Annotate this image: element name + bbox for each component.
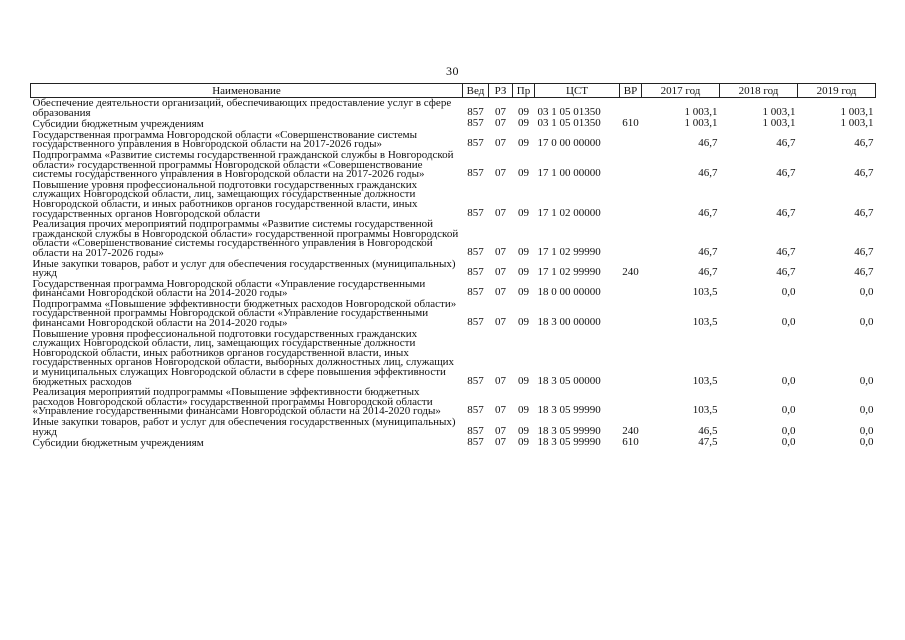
row-pr: 09 [518,404,529,417]
row-2019: 46,7 [854,245,874,258]
row-name: Государственная программа Новгородской области «Управление государственными финансами Новгородской области на 2014-2020 годы» [32,277,426,300]
row-2017: 103,5 [692,404,718,417]
row-2018: 46,7 [776,206,796,219]
row-cst: 17 1 02 99990 [537,266,601,279]
row-name: Субсидии бюджетным учреждениям [32,118,204,131]
row-2018: 0,0 [781,316,796,329]
row-2017: 103,5 [692,316,718,329]
table-row [31,150,876,180]
row-rz: 07 [495,316,506,329]
row-pr: 09 [518,424,529,437]
row-vr [620,387,642,417]
row-vr [620,279,642,299]
row-ved: 857 [467,105,484,118]
row-cst: 18 3 05 99990 [537,424,601,437]
row-2017: 1 003,1 [684,117,718,130]
row-pr: 09 [518,266,529,279]
row-rz: 07 [495,436,506,449]
budget-table [30,83,876,449]
row-ved: 857 [467,374,484,387]
row-name: Подпрограмма «Развитие системы государственной гражданской службы в Новгородской области» государственной программы Новгородской области «Совершенствование системы государственного управления в Новгородской области на 2017-2026 годы» [32,148,454,181]
row-2018: 46,7 [776,245,796,258]
row-ved: 857 [467,117,484,130]
row-2018: 0,0 [781,374,796,387]
row-cst: 03 1 05 01350 [537,117,601,130]
row-2019: 0,0 [859,404,874,417]
header-2017: 2017 год [642,84,720,98]
row-pr: 09 [518,374,529,387]
row-2017: 46,7 [698,206,718,219]
row-cst: 18 3 05 99990 [537,404,601,417]
row-name: Иные закупки товаров, работ и услуг для обеспечения государственных (муниципальных) нужд [32,257,456,280]
row-2017: 47,5 [698,436,718,449]
row-ved: 857 [467,286,484,299]
row-2017: 103,5 [692,286,718,299]
row-2018: 0,0 [781,404,796,417]
row-rz: 07 [495,137,506,150]
table-header-row [31,84,876,98]
row-name: Повышение уровня профессиональной подготовки государственных гражданских служащих Новгородской области, лиц, замещающих государственные должности Новгородской области, и иных работников органов государственной власти, иных государственных органов Новгородской области [32,178,418,220]
row-cst: 17 0 00 00000 [537,137,601,150]
row-ved: 857 [467,436,484,449]
row-2019: 0,0 [859,374,874,387]
row-vr [620,150,642,180]
row-pr: 09 [518,245,529,258]
row-ved: 857 [467,316,484,329]
row-2017: 46,7 [698,266,718,279]
header-2018: 2018 год [720,84,798,98]
row-2018: 0,0 [781,436,796,449]
row-rz: 07 [495,117,506,130]
row-ved: 857 [467,137,484,150]
row-ved: 857 [467,245,484,258]
row-2019: 46,7 [854,137,874,150]
row-cst: 18 3 00 00000 [537,316,601,329]
row-cst: 17 1 02 00000 [537,206,601,219]
row-2018: 46,7 [776,137,796,150]
row-2018: 1 003,1 [762,105,796,118]
row-2017: 1 003,1 [684,105,718,118]
row-name: Субсидии бюджетным учреждениям [32,437,204,450]
row-pr: 09 [518,137,529,150]
table-row [31,387,876,417]
header-rz: РЗ [489,84,513,98]
row-rz: 07 [495,266,506,279]
row-name: Обеспечение деятельности организаций, обеспечивающих предоставление услуг в сфере образования [32,97,452,119]
row-cst: 03 1 05 01350 [537,105,601,118]
table-row [31,329,876,388]
row-2019: 1 003,1 [840,105,874,118]
row-rz: 07 [495,105,506,118]
row-cst: 17 1 00 00000 [537,167,601,180]
row-vr [620,98,642,119]
header-2019: 2019 год [798,84,876,98]
row-vr [620,130,642,150]
row-name: Государственная программа Новгородской области «Совершенствование системы государственного управления в Новгородской области на 2017-2026 годы» [32,128,418,151]
row-ved: 857 [467,266,484,279]
row-2018: 46,7 [776,266,796,279]
row-2017: 46,5 [698,424,718,437]
row-name: Иные закупки товаров, работ и услуг для обеспечения государственных (муниципальных) нужд [32,416,456,438]
page-number: 30 [446,64,459,78]
row-2019: 1 003,1 [840,117,874,130]
table-row [31,259,876,279]
row-cst: 18 3 05 99990 [537,436,601,449]
row-vr: 240 [622,266,639,279]
row-rz: 07 [495,206,506,219]
row-vr: 610 [622,436,639,449]
header-pr: Пр [513,84,535,98]
table-body [31,98,876,449]
row-2017: 103,5 [692,374,718,387]
table-row [31,130,876,150]
row-2019: 46,7 [854,206,874,219]
row-vr [620,329,642,388]
row-cst: 18 3 05 00000 [537,374,601,387]
row-ved: 857 [467,206,484,219]
row-2019: 0,0 [859,286,874,299]
row-pr: 09 [518,167,529,180]
row-rz: 07 [495,374,506,387]
table-row [31,98,876,119]
table-row [31,279,876,299]
row-2018: 1 003,1 [762,117,796,130]
row-cst: 18 0 00 00000 [537,286,601,299]
row-pr: 09 [518,436,529,449]
row-2019: 0,0 [859,424,874,437]
table-row [31,219,876,258]
row-pr: 09 [518,206,529,219]
row-vr [620,219,642,258]
row-2019: 46,7 [854,266,874,279]
row-2017: 46,7 [698,245,718,258]
row-vr [620,299,642,329]
row-pr: 09 [518,105,529,118]
header-cst: ЦСТ [535,84,620,98]
row-2019: 46,7 [854,167,874,180]
row-rz: 07 [495,424,506,437]
row-pr: 09 [518,117,529,130]
row-rz: 07 [495,286,506,299]
header-ved: Вед [463,84,489,98]
row-2018: 46,7 [776,167,796,180]
row-ved: 857 [467,167,484,180]
row-name: Повышение уровня профессиональной подготовки государственных гражданских служащих Новгородской области, лиц, замещающих государственные должности Новгородской области, иных работников органов государственной власти, иных государственных органов Новгородской области, выборных должностных лиц, служащих и муниципальных служащих Новгородской области в сфере повышения эффективности бюджетных расходов [32,327,455,388]
row-pr: 09 [518,316,529,329]
row-name: Реализация прочих мероприятий подпрограммы «Развитие системы государственной гражданской службы в Новгородской области» государственной программы Новгородской области «Совершенствование системы государственного управления в Новгородской области на 2017-2026 годы» [32,218,459,259]
header-name: Наименование [31,84,463,98]
row-rz: 07 [495,245,506,258]
row-2018: 0,0 [781,286,796,299]
table-row [31,437,876,449]
row-2017: 46,7 [698,167,718,180]
row-2019: 0,0 [859,316,874,329]
table-row [31,417,876,437]
row-rz: 07 [495,167,506,180]
row-pr: 09 [518,286,529,299]
row-rz: 07 [495,404,506,417]
row-name: Реализация мероприятий подпрограммы «Повышение эффективности бюджетных расходов Новгородской области» государственной программы Новгородской области «Управление государственными финансами Новгородской области на 2014-2020 годы» [32,386,441,418]
row-cst: 17 1 02 99990 [537,245,601,258]
row-vr [620,180,642,219]
row-ved: 857 [467,404,484,417]
table-row [31,299,876,329]
row-vr: 240 [622,424,639,437]
row-vr: 610 [622,117,639,130]
header-vr: ВР [620,84,642,98]
row-2019: 0,0 [859,436,874,449]
row-2018: 0,0 [781,424,796,437]
row-ved: 857 [467,424,484,437]
row-name: Подпрограмма «Повышение эффективности бюджетных расходов Новгородской области» государственной программы Новгородской области «Управление государственными финансами Новгородской области на 2014-2020 годы» [32,297,457,330]
row-2017: 46,7 [698,137,718,150]
table-row [31,180,876,219]
